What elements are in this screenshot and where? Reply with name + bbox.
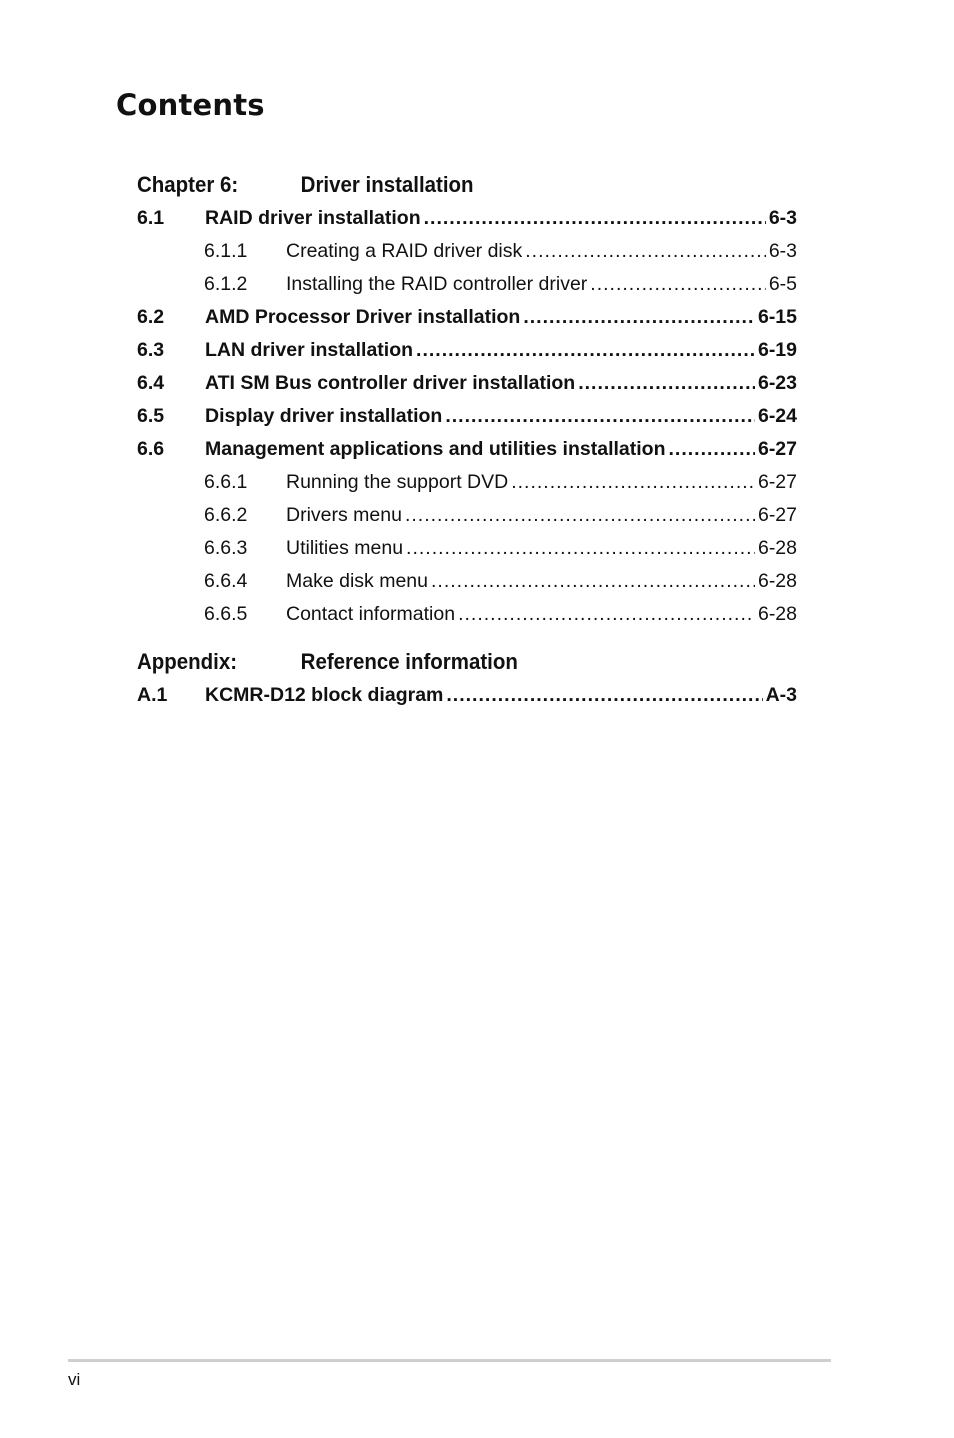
entry-title: RAID driver installation [205,207,421,229]
toc-entry[interactable] [137,679,797,712]
dot-leader [431,565,755,598]
entry-page: 6-3 [768,207,797,229]
dot-leader [424,202,766,235]
entry-page: 6-19 [757,339,797,361]
toc-entry[interactable] [137,202,797,235]
dot-leader [445,400,755,433]
entry-title: Installing the RAID controller driver [286,273,588,295]
toc-subentry[interactable] [137,466,797,499]
entry-page: 6-27 [757,471,797,493]
chapter-name: Reference information [300,649,518,674]
chapter-name: Driver installation [300,172,474,197]
entry-number: 6.6.3 [204,537,248,559]
dot-leader [406,532,755,565]
dot-leader [416,334,755,367]
entry-page: 6-27 [757,438,797,460]
table-of-contents [137,168,797,712]
entry-number: 6.6.2 [204,504,248,526]
toc-subentry[interactable] [137,499,797,532]
entry-page: 6-28 [757,603,797,625]
entry-number: 6.6.1 [204,471,248,493]
entry-title: ATI SM Bus controller driver installation [205,372,576,394]
page-title: Contents [116,88,265,122]
toc-subentry[interactable] [137,565,797,598]
entry-number: 6.4 [137,372,165,394]
dot-leader [590,268,766,301]
dot-leader [525,235,766,268]
entry-number: 6.6.5 [204,603,248,625]
entry-page: 6-28 [757,570,797,592]
entry-number: A.1 [137,684,168,706]
entry-number: 6.1.2 [204,273,248,295]
toc-entry[interactable] [137,301,797,334]
entry-number: 6.1.1 [204,240,248,262]
entry-title: Creating a RAID driver disk [286,240,523,262]
toc-entry[interactable] [137,433,797,466]
entry-number: 6.6 [137,438,165,460]
entry-number: 6.1 [137,207,165,229]
toc-subentry[interactable] [137,235,797,268]
entry-page: 6-3 [768,240,797,262]
entry-page: A-3 [765,684,797,706]
entry-title: KCMR-D12 block diagram [205,684,444,706]
toc-subentry[interactable] [137,268,797,301]
entry-page: 6-23 [757,372,797,394]
toc-entry[interactable] [137,400,797,433]
entry-title: Drivers menu [286,504,402,526]
toc-entry[interactable] [137,367,797,400]
entry-title: Utilities menu [286,537,404,559]
dot-leader [458,598,755,631]
footer-divider [68,1359,831,1362]
chapter-heading [137,168,797,202]
dot-leader [446,679,762,712]
entry-number: 6.3 [137,339,165,361]
dot-leader [511,466,755,499]
entry-page: 6-15 [757,306,797,328]
entry-title: Make disk menu [286,570,428,592]
entry-number: 6.6.4 [204,570,248,592]
toc-subentry[interactable] [137,598,797,631]
chapter-label: Appendix: [137,649,238,674]
toc-entry[interactable] [137,334,797,367]
toc-subentry[interactable] [137,532,797,565]
chapter-label: Chapter 6: [137,172,239,197]
entry-title: LAN driver installation [205,339,414,361]
entry-number: 6.2 [137,306,165,328]
dot-leader [523,301,755,334]
entry-title: Display driver installation [205,405,443,427]
entry-title: Contact information [286,603,456,625]
entry-page: 6-27 [757,504,797,526]
entry-page: 6-24 [757,405,797,427]
entry-number: 6.5 [137,405,165,427]
appendix-heading [137,645,797,679]
entry-page: 6-28 [757,537,797,559]
dot-leader [669,433,755,466]
entry-title: Running the support DVD [286,471,509,493]
dot-leader [578,367,755,400]
entry-title: AMD Processor Driver installation [205,306,521,328]
entry-page: 6-5 [768,273,797,295]
dot-leader [405,499,755,532]
entry-title: Management applications and utilities installation [205,438,666,460]
footer-page-number: vi [68,1370,81,1389]
